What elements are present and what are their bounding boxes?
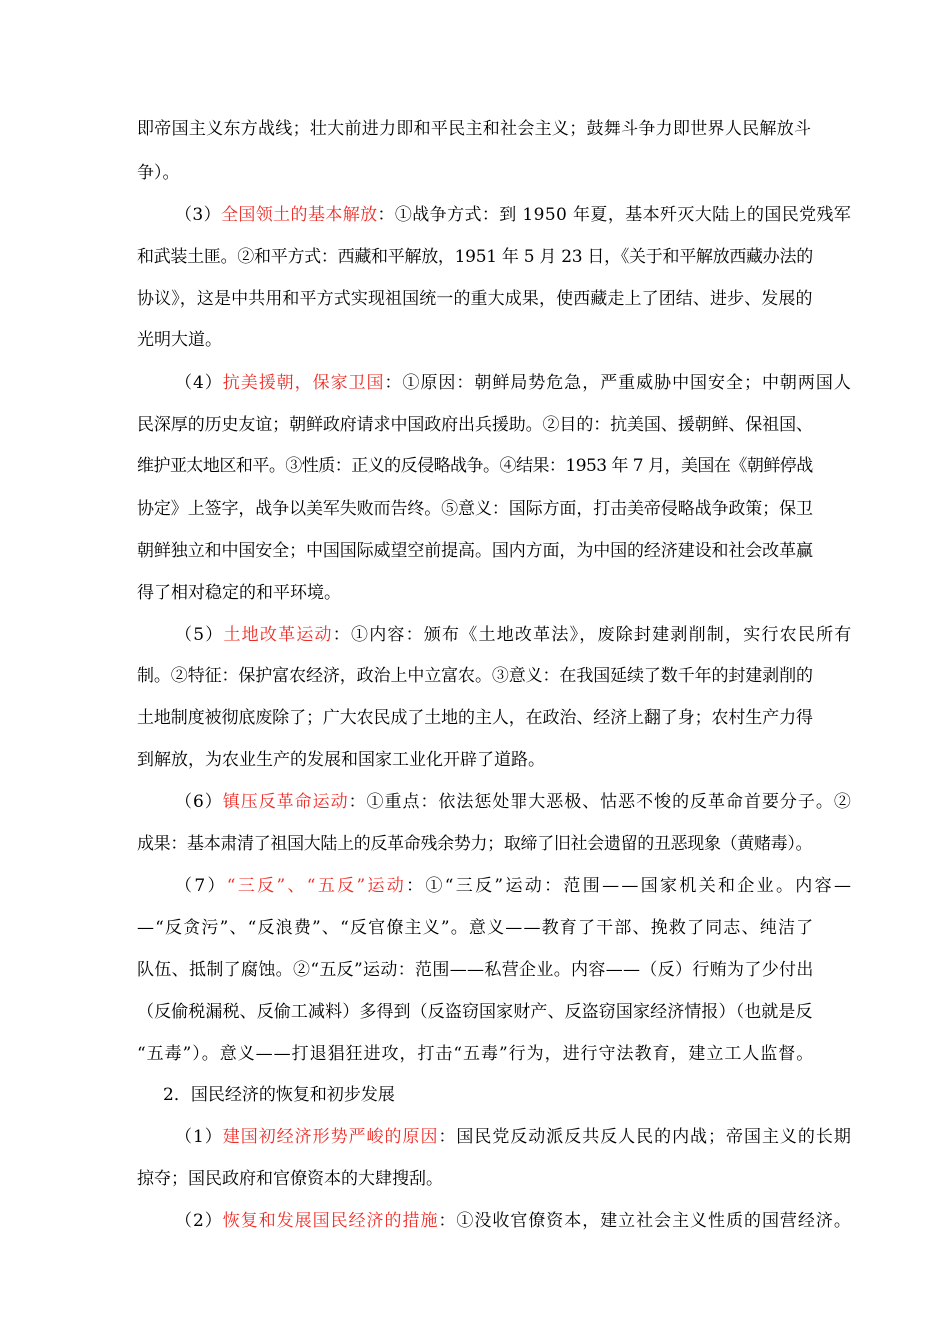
text-segment: —“反贪污”、“反浪费”、“反官僚主义”。意义——教育了干部、挽救了同志、纯洁了 [137, 918, 815, 938]
text-segment: 2．国民经济的恢复和初步发展 [163, 1085, 395, 1105]
text-segment: 到解放，为农业生产的发展和国家工业化开辟了道路。 [137, 750, 545, 770]
text-segment: ：①重点：依法惩处罪大恶极、怙恶不悛的反革命首要分子。② [348, 792, 852, 812]
text-segment: ：①内容：颁布《土地改革法》，废除封建剥削制，实行农民所有 [332, 625, 853, 645]
text-segment: （6） [175, 792, 223, 812]
text-segment: （2） [175, 1211, 223, 1231]
text-line [137, 494, 813, 524]
text-line [137, 661, 813, 691]
text-line [137, 284, 813, 314]
text-segment: 土地制度被彻底废除了；广大农民成了土地的主人，在政治、经济上翻了身；农村生产力得 [137, 708, 813, 728]
text-line [137, 955, 814, 985]
text-line [137, 536, 813, 566]
highlighted-term: 抗美援朝，保家卫国 [222, 373, 385, 393]
text-segment: （反偷税漏税、反偷工减料）多得到（反盗窃国家财产、反盗窃国家经济情报）（也就是反 [137, 1002, 813, 1022]
text-segment: 协议》，这是中共用和平方式实现祖国统一的重大成果，使西藏走上了团结、进步、发展的 [137, 289, 813, 309]
text-segment: 得了相对稳定的和平环境。 [137, 583, 341, 603]
text-segment: 争）。 [137, 163, 180, 183]
text-line [137, 829, 812, 859]
text-line [163, 1080, 950, 1110]
text-segment: 光明大道。 [137, 330, 222, 350]
text-line [137, 242, 813, 272]
text-line [137, 1039, 814, 1069]
text-segment: 掠夺；国民政府和官僚资本的大肆搜刮。 [137, 1169, 443, 1189]
text-segment: ：国民党反动派反共反人民的内战；帝国主义的长期 [438, 1127, 852, 1147]
highlighted-term: 全国领土的基本解放 [221, 205, 378, 225]
text-line [137, 451, 813, 481]
text-segment: 维护亚太地区和平。③性质：正义的反侵略战争。④结果：1953 年 7 月，美国在《朝鲜停战 [137, 456, 813, 476]
text-segment: ：①没收官僚资本，建立社会主义性质的国营经济。 [438, 1211, 852, 1231]
highlighted-term: 恢复和发展国民经济的措施 [222, 1211, 439, 1231]
text-segment: （4） [175, 373, 223, 393]
text-segment: 朝鲜独立和中国安全；中国国际威望空前提高。国内方面，为中国的经济建设和社会改革赢 [137, 541, 813, 561]
highlighted-term: “三反”、“五反”运动 [226, 876, 407, 896]
text-line [137, 913, 814, 943]
text-segment: “五毒”）。意义——打退猖狂进攻，打击“五毒”行为，进行守法教育，建立工人监督。 [137, 1044, 815, 1064]
text-line [175, 200, 851, 230]
text-line [175, 787, 852, 817]
text-line [137, 410, 813, 440]
text-segment: （1） [175, 1127, 223, 1147]
text-segment: 即帝国主义东方战线；壮大前进力即和平民主和社会主义；鼓舞斗争力即世界人民解放斗 [137, 119, 812, 139]
text-line [137, 578, 950, 608]
text-line [175, 871, 853, 901]
text-segment: 协定》上签字，战争以美军失败而告终。⑤意义：国际方面，打击美帝侵略战争政策；保卫 [137, 499, 813, 519]
text-line [137, 997, 813, 1027]
highlighted-term: 土地改革运动 [223, 625, 333, 645]
text-segment: 和武装土匪。②和平方式：西藏和平解放，1951 年 5 月 23 日，《关于和平解放西藏办法的 [137, 247, 813, 267]
text-segment: （3） [175, 205, 221, 225]
text-line [175, 1122, 852, 1152]
text-line [175, 1206, 852, 1236]
text-line [137, 325, 950, 355]
text-segment: ：①“三反”运动：范围——国家机关和企业。内容— [406, 876, 854, 896]
text-line [175, 620, 853, 650]
text-segment: ：①原因：朝鲜局势危急，严重威胁中国安全；中朝两国人 [384, 373, 852, 393]
text-line [175, 368, 852, 398]
text-line [137, 703, 813, 733]
text-segment: 民深厚的历史友谊；朝鲜政府请求中国政府出兵援助。②目的：抗美国、援朝鲜、保祖国、 [137, 415, 813, 435]
text-line [137, 114, 811, 144]
text-segment: 制。②特征：保护富农经济，政治上中立富农。③意义：在我国延续了数千年的封建剥削的 [137, 666, 813, 686]
text-line [137, 745, 950, 775]
text-line [137, 158, 950, 188]
text-segment: 队伍、抵制了腐蚀。②“五反”运动：范围——私营企业。内容——（反）行贿为了少付出 [137, 960, 814, 980]
text-line [137, 1164, 950, 1194]
text-segment: （7） [175, 876, 227, 896]
text-segment: （5） [175, 625, 224, 645]
highlighted-term: 建国初经济形势严峻的原因 [222, 1127, 439, 1147]
text-segment: ：①战争方式：到 1950 年夏，基本歼灭大陆上的国民党残军 [377, 205, 852, 225]
text-segment: 成果：基本肃清了祖国大陆上的反革命残余势力；取缔了旧社会遗留的丑恶现象（黄赌毒）。 [137, 834, 813, 854]
highlighted-term: 镇压反革命运动 [222, 792, 349, 812]
